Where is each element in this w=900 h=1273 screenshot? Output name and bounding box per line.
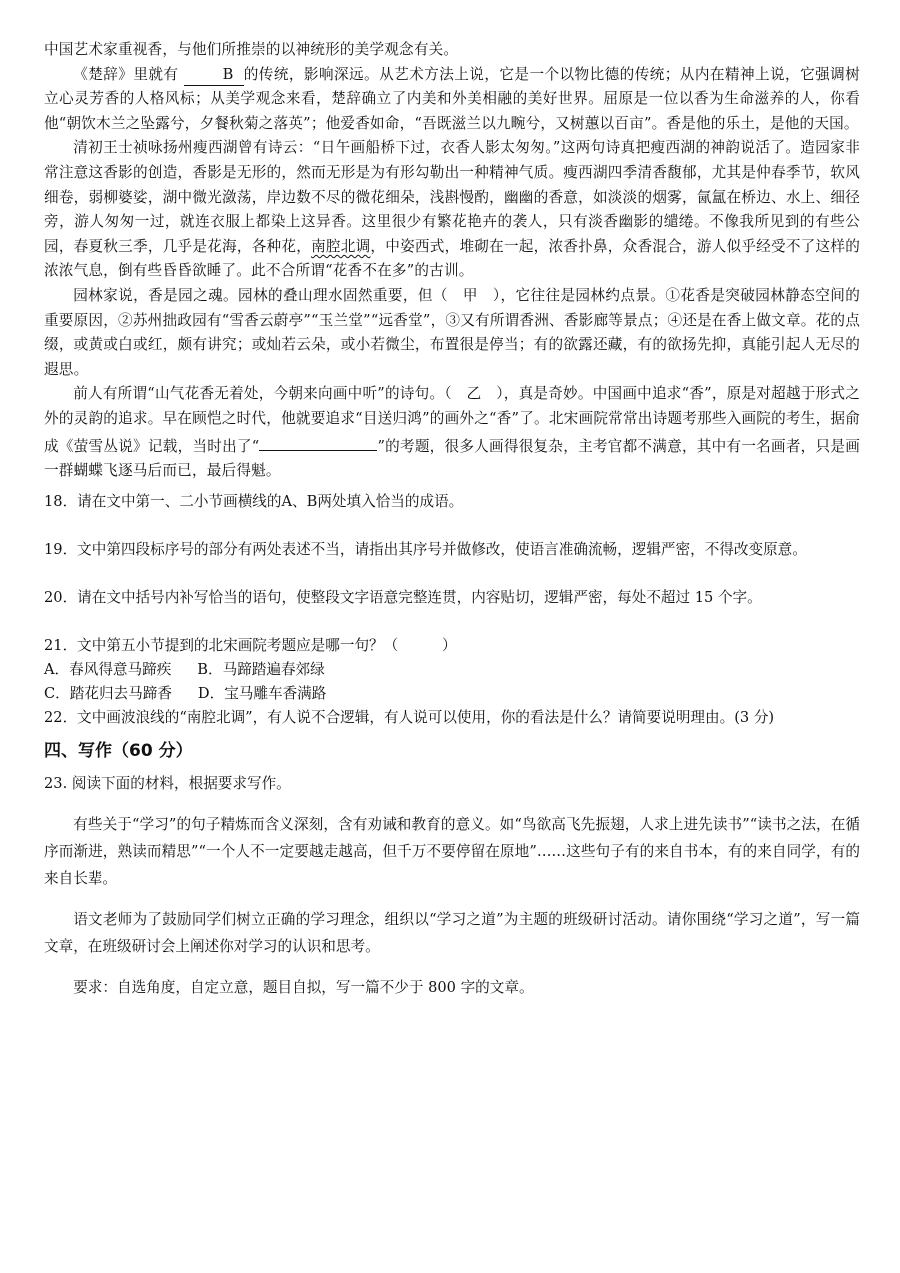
question-21: 21．文中第五小节提到的北宋画院考题应是哪一句？（ ） <box>44 636 457 654</box>
chuci-text-before: 《楚辞》里就有 <box>73 65 179 83</box>
chuci-text-after: 的传统，影响深远。从艺术方法上说，它是一个以物比德的传统；从内在精神上说，它强调树立心灵芳香的人格风标；从美学观念来看，楚辞确立了内美和外美相融的美好世界。屈原是一位以香为生命滋养的人，你看他“朝饮木兰之坠露兮，夕餐秋菊之落英”；他爱香如命，“吾既滋兰以九畹兮，又树蕙以百亩”。香是他的乐土，是他的天国。 <box>44 65 860 132</box>
passage-intro-line: 中国艺术家重视香，与他们所推崇的以神统形的美学观念有关。 <box>44 41 459 58</box>
option-b: B．马蹄踏遍春郊绿 <box>197 660 325 678</box>
writing-material: 有些关于“学习”的句子精炼而含义深刻，含有劝诫和教育的意义。如“鸟欲高飞先振翅，人求上进先读书”“读书之法，在循序而渐进，熟读而精思”“一个人不一定要越走越高，但千万不要停留在原地”……这些句子有的来自书本，有的来自同学，有的来自长辈。 <box>44 815 860 887</box>
passage-paragraph-shouxihu <box>44 136 860 284</box>
painting-text-after: ”的考题，很多人画得很复杂，主考官都不满意，其中有一名画者，只是画一群蝴蝶飞逐马后而已，最后得魁。 <box>44 437 860 480</box>
option-c: C．踏花归去马蹄香 <box>44 684 172 702</box>
passage-paragraph-painting <box>44 382 860 483</box>
exam-page <box>44 38 860 1001</box>
question-list <box>44 490 860 730</box>
writing-section-heading: 四、写作（60 分） <box>44 740 193 761</box>
option-d: D．宝马雕车香满路 <box>197 684 327 702</box>
question-21-options-row-2 <box>44 682 860 706</box>
question-19: 19．文中第四段标序号的部分有两处表述不当，请指出其序号并做修改，使语言准确流畅，逻辑严密，不得改变原意。 <box>44 540 807 558</box>
question-18: 18．请在文中第一、二小节画横线的A、B两处填入恰当的成语。 <box>44 492 464 510</box>
blank-b: B <box>184 66 244 86</box>
reading-passage <box>44 38 860 484</box>
question-22: 22．文中画波浪线的“南腔北调”，有人说不合逻辑，有人说可以使用，你的看法是什么？请简要说明理由。(3 分) <box>44 708 775 726</box>
shouxihu-text-before: 清初王士祯咏扬州瘦西湖曾有诗云：“日午画船桥下过，衣香人影太匆匆。”这两句诗真把瘦西湖的神韵说活了。造园家非常注意这香影的创造，香影是无形的，然而无形是为有形勾勒出一种精神气质。瘦西湖四季清香馥郁，尤其是仲春季节，软风细卷，弱柳婆娑，湖中微光潋荡，岸边数不尽的微花细朵，浅斟慢酌，幽幽的香意，如淡淡的烟雾，氤氲在桥边、水上、细径旁，游人匆匆一过，就连衣服上都染上这异香。这里很少有繁花艳卉的袭人，只有淡香幽影的缱绻。不像我所见到的有些公园，春夏秋三季，几乎是花海，各种花， <box>44 139 860 255</box>
question-20: 20．请在文中括号内补写恰当的语句，使整段文字语意完整连贯，内容贴切，逻辑严密，每处不超过 15 个字。 <box>44 588 762 606</box>
question-21-options-row-1 <box>44 658 860 682</box>
shouxihu-text-after: ，中姿西式，堆砌在一起，浓香扑鼻，众香混合，游人似乎经受不了这样的浓浓气息，倒有些昏昏欲睡了。此不合所谓“花香不在多”的古训。 <box>44 237 860 280</box>
writing-context: 语文老师为了鼓励同学们树立正确的学习理念，组织以“学习之道”为主题的班级研讨活动。请你围绕“学习之道”，写一篇文章，在班级研讨会上阐述你对学习的认识和思考。 <box>44 910 860 955</box>
writing-task-line: 23. 阅读下面的材料，根据要求写作。 <box>44 774 291 792</box>
wavy-underlined-phrase: 南腔北调 <box>311 237 371 255</box>
passage-paragraph-chuci <box>44 63 860 137</box>
writing-requirement: 要求：自选角度，自定立意，题目自拟，写一篇不少于 800 字的文章。 <box>73 978 534 996</box>
passage-paragraph-garden: 园林家说，香是园之魂。园林的叠山理水固然重要，但（ 甲 ），它往往是园林约点景。①花香是突破园林静态空间的重要原因，②苏州拙政园有“雪香云蔚亭”“玉兰堂”“远香堂”，③又有所谓香洲、香影廊等景点；④还是在香上做文章。花的点缀，或黄或白或红，颇有讲究；或灿若云朵，或小若微尘，布置很是停当；有的欲露还藏，有的欲扬先抑，真能引起人无尽的遐思。 <box>44 286 860 378</box>
option-a: A．春风得意马蹄疾 <box>44 660 172 678</box>
painting-text-before: 前人有所谓“山气花香无着处，今朝来向画中听”的诗句。（ 乙 ），真是奇妙。中国画中追求“香”，原是对超越于形式之外的灵韵的追求。早在顾恺之时代，他就要追求“目送归鸿”的画外之“香”了。北宋画院常常出诗题考那些入画院的考生，据俞成《萤雪丛说》记载，当时出了“ <box>44 385 860 455</box>
exam-topic-blank <box>259 432 377 451</box>
writing-section <box>44 770 860 1001</box>
